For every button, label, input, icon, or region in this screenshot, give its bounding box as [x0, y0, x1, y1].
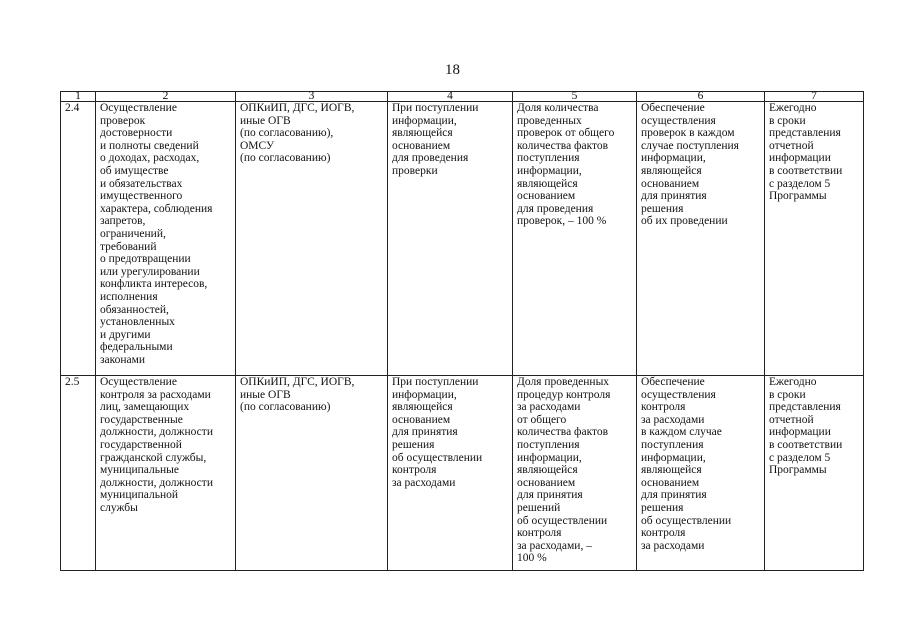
cell-text-line: случае поступления — [641, 139, 739, 152]
cell-text-line: в сроки — [769, 114, 806, 127]
cell-text-line: информации, — [517, 164, 582, 177]
cell-text-line: проверок, – 100 % — [517, 215, 607, 228]
column-header: 5 — [513, 92, 637, 102]
cell-text-line: отчетной — [769, 413, 814, 426]
cell-text-line: проверок — [100, 114, 146, 127]
cell-text-line: в каждом случае — [641, 426, 722, 439]
cell-text-line: являющейся — [641, 464, 702, 477]
cell-text-line: в сроки — [769, 388, 806, 401]
cell-text-line: Ежегодно — [769, 376, 817, 388]
cell-text-line: иные ОГВ — [240, 114, 291, 127]
cell-text-line: для принятия — [517, 489, 583, 502]
measure-cell — [96, 102, 236, 376]
cell-text-line: ограничений, — [100, 227, 166, 240]
cell-text-line: государственные — [100, 413, 183, 426]
cell-text-line: информации — [769, 152, 831, 165]
cell-text-line: процедур контроля — [517, 388, 611, 401]
cell-text-line: конфликта интересов, — [100, 278, 208, 291]
cell-text-line: ОПКиИП, ДГС, ИОГВ, — [240, 102, 355, 114]
cell-text-line: информации, — [392, 388, 457, 401]
cell-text-line: осуществления — [641, 114, 716, 127]
cell-text-line: являющейся — [392, 401, 453, 414]
cell-text-line: контроля — [641, 401, 686, 414]
cell-text-line: Доля количества — [517, 102, 599, 114]
cell-text-line: основанием — [392, 139, 451, 152]
cell-text-line: представления — [769, 127, 841, 140]
timing-cell — [388, 102, 513, 376]
responsible-cell — [236, 376, 388, 571]
cell-text-line: представления — [769, 401, 841, 414]
measure-cell — [96, 376, 236, 571]
item-number: 2.4 — [61, 102, 96, 376]
cell-text-line: за расходами, – — [517, 539, 592, 552]
cell-text-line: Ежегодно — [769, 102, 817, 114]
cell-text-line: количества фактов — [517, 426, 609, 439]
responsible-cell — [236, 102, 388, 376]
result-cell — [637, 376, 765, 571]
cell-text-line: федеральными — [100, 341, 173, 354]
cell-text-line: 100 % — [517, 552, 547, 565]
cell-text-line: являющейся — [517, 177, 578, 190]
cell-text-line: требований — [100, 240, 157, 253]
cell-text-line: информации, — [517, 451, 582, 464]
cell-text-line: лиц, замещающих — [100, 401, 190, 414]
column-header: 7 — [765, 92, 864, 102]
cell-text-line: для проведения — [392, 152, 469, 165]
reporting-cell — [765, 102, 864, 376]
timing-cell — [388, 376, 513, 571]
cell-text-line: за расходами — [392, 476, 456, 489]
cell-text-line: ОМСУ — [240, 139, 275, 152]
cell-text-line: проверок в каждом — [641, 127, 735, 140]
column-header: 3 — [236, 92, 388, 102]
cell-text-line: осуществления — [641, 388, 716, 401]
cell-text-line: контроля за расходами — [100, 388, 211, 401]
reporting-cell — [765, 376, 864, 571]
item-number: 2.5 — [61, 376, 96, 571]
cell-text-line: об осуществлении — [392, 451, 483, 464]
cell-text-line: поступления — [517, 438, 580, 451]
cell-text-line: решения — [641, 202, 684, 215]
cell-text-line: (по согласованию), — [240, 127, 334, 140]
cell-text-line: являющейся — [641, 164, 702, 177]
cell-text-line: контроля — [641, 527, 686, 540]
cell-text-line: должности, должности — [100, 476, 213, 489]
cell-text-line: проверок от общего — [517, 127, 615, 140]
cell-text-line: являющейся — [392, 127, 453, 140]
cell-text-line: для принятия — [641, 489, 707, 502]
cell-text-line: информации — [769, 426, 831, 439]
column-header: 1 — [61, 92, 96, 102]
cell-text-line: информации, — [641, 451, 706, 464]
cell-text-line: проведенных — [517, 114, 582, 127]
cell-text-line: Программы — [769, 190, 827, 203]
cell-text-line: за расходами — [641, 539, 705, 552]
cell-text-line: и полноты сведений — [100, 139, 199, 152]
cell-text-line: о предотвращении — [100, 253, 191, 266]
cell-text-line: контроля — [392, 464, 437, 477]
cell-text-line: информации, — [641, 152, 706, 165]
cell-text-line: При поступлении — [392, 376, 479, 388]
cell-text-line: за расходами — [641, 413, 705, 426]
cell-text-line: муниципальной — [100, 489, 179, 502]
cell-text-line: основанием — [641, 177, 700, 190]
cell-text-line: поступления — [641, 438, 704, 451]
cell-text-line: являющейся — [517, 464, 578, 477]
indicator-cell — [513, 376, 637, 571]
cell-text-line: и обязательствах — [100, 177, 183, 190]
cell-text-line: об осуществлении — [641, 514, 732, 527]
cell-text-line: с разделом 5 — [769, 177, 831, 190]
cell-text-line: об имуществе — [100, 164, 169, 177]
cell-text-line: для проведения — [517, 202, 594, 215]
cell-text-line: Доля проведенных — [517, 376, 610, 388]
column-header: 2 — [96, 92, 236, 102]
measures-table — [60, 91, 864, 571]
table-header-row — [61, 92, 864, 102]
page-number: 18 — [445, 62, 460, 78]
cell-text-line: решения — [641, 501, 684, 514]
cell-text-line: в соответствии — [769, 164, 843, 177]
cell-text-line: решения — [392, 438, 435, 451]
cell-text-line: контроля — [517, 527, 562, 540]
cell-text-line: информации, — [392, 114, 457, 127]
cell-text-line: Программы — [769, 464, 827, 477]
cell-text-line: муниципальные — [100, 464, 179, 477]
column-header: 6 — [637, 92, 765, 102]
cell-text-line: для принятия — [641, 190, 707, 203]
cell-text-line: об их проведении — [641, 215, 728, 228]
cell-text-line: в соответствии — [769, 438, 843, 451]
cell-text-line: основанием — [392, 413, 451, 426]
cell-text-line: характера, соблюдения — [100, 202, 213, 215]
cell-text-line: Обеспечение — [641, 376, 705, 388]
cell-text-line: исполнения — [100, 290, 158, 303]
cell-text-line: законами — [100, 353, 146, 366]
cell-text-line: количества фактов — [517, 139, 609, 152]
cell-text-line: запретов, — [100, 215, 146, 228]
cell-text-line: установленных — [100, 316, 175, 329]
cell-text-line: об осуществлении — [517, 514, 608, 527]
cell-text-line: проверки — [392, 164, 438, 177]
cell-text-line: должности, должности — [100, 426, 213, 439]
cell-text-line: основанием — [517, 476, 576, 489]
cell-text-line: с разделом 5 — [769, 451, 831, 464]
cell-text-line: При поступлении — [392, 102, 479, 114]
cell-text-line: имущественного — [100, 190, 183, 203]
cell-text-line: Осуществление — [100, 102, 177, 114]
cell-text-line: Осуществление — [100, 376, 177, 388]
cell-text-line: обязанностей, — [100, 303, 169, 316]
cell-text-line: (по согласованию) — [240, 152, 331, 165]
cell-text-line: решений — [517, 501, 561, 514]
cell-text-line: государственной — [100, 438, 182, 451]
cell-text-line: для принятия — [392, 426, 458, 439]
cell-text-line: иные ОГВ — [240, 388, 291, 401]
table-row — [61, 102, 864, 376]
cell-text-line: службы — [100, 501, 138, 514]
table-row — [61, 376, 864, 571]
indicator-cell — [513, 102, 637, 376]
cell-text-line: гражданской службы, — [100, 451, 207, 464]
cell-text-line: ОПКиИП, ДГС, ИОГВ, — [240, 376, 355, 388]
result-cell — [637, 102, 765, 376]
cell-text-line: за расходами — [517, 401, 581, 414]
cell-text-line: о доходах, расходах, — [100, 152, 200, 165]
cell-text-line: Обеспечение — [641, 102, 705, 114]
cell-text-line: отчетной — [769, 139, 814, 152]
column-header: 4 — [388, 92, 513, 102]
cell-text-line: основанием — [517, 190, 576, 203]
cell-text-line: и другими — [100, 328, 151, 341]
cell-text-line: основанием — [641, 476, 700, 489]
cell-text-line: (по согласованию) — [240, 401, 331, 414]
cell-text-line: достоверности — [100, 127, 173, 140]
cell-text-line: поступления — [517, 152, 580, 165]
cell-text-line: от общего — [517, 413, 567, 426]
cell-text-line: или урегулировании — [100, 265, 200, 278]
